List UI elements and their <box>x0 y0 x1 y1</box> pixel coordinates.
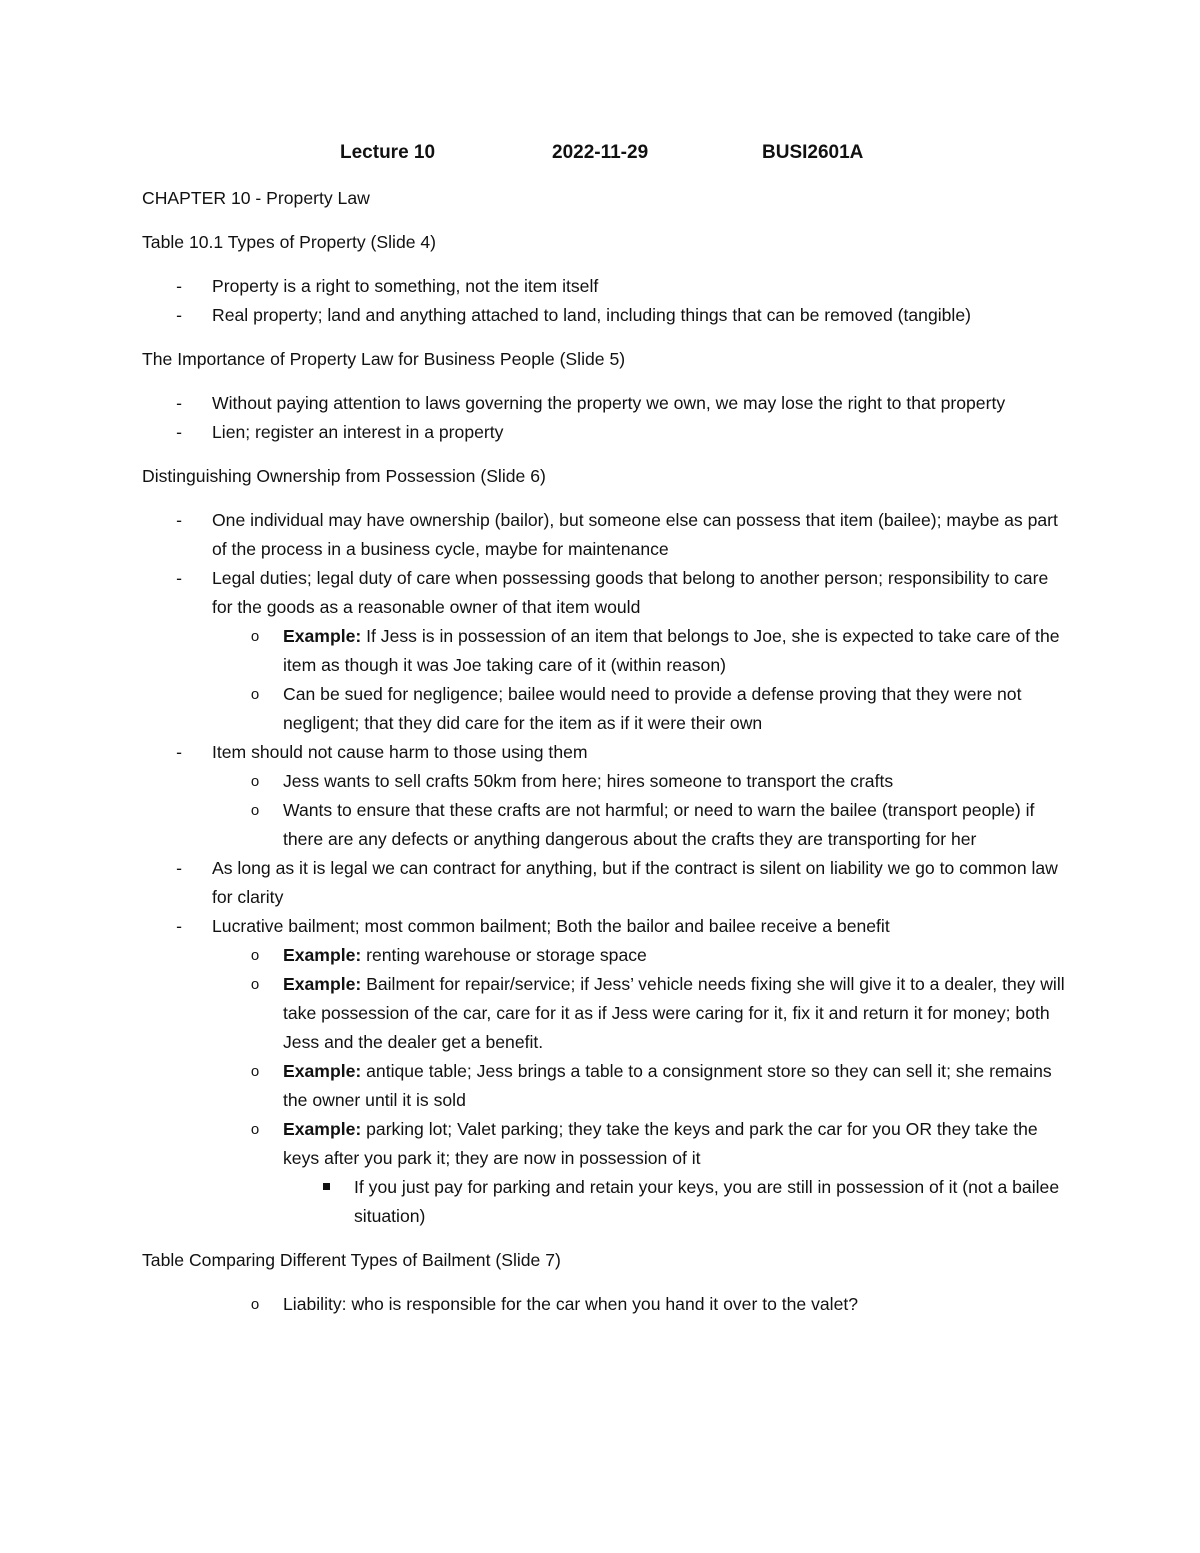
dash-marker: - <box>176 568 182 588</box>
circle-marker: o <box>250 1121 260 1138</box>
sub-list-item: o Example: antique table; Jess brings a table to a consignment store so they can sell it; she remains the owner until it is sold <box>142 1057 1072 1115</box>
document-header <box>0 142 1200 170</box>
section-heading-comparing: Table Comparing Different Types of Bailment (Slide 7) <box>142 1250 561 1270</box>
circle-marker: o <box>250 686 260 703</box>
sub-sub-list-item: If you just pay for parking and retain your keys, you are still in possession of it (not a bailee situation) <box>142 1173 1072 1231</box>
chapter-title: CHAPTER 10 - Property Law <box>142 188 370 208</box>
lecture-number: Lecture 10 <box>340 142 436 163</box>
sub-list-item: o Example: Bailment for repair/service; if Jess’ vehicle needs fixing she will give it to a dealer, they will take possession of the car, care for it as if Jess were caring for it, fix it and return it for money; both Jess and the dealer get a benefit. <box>142 970 1072 1057</box>
sub-list-item: o Liability: who is responsible for the car when you hand it over to the valet? <box>142 1290 1072 1319</box>
example-label: Example: <box>283 974 362 994</box>
sub-list-item: o Jess wants to sell crafts 50km from here; hires someone to transport the crafts <box>142 767 1072 796</box>
circle-marker: o <box>250 947 260 964</box>
sub-list-item: o Wants to ensure that these crafts are not harmful; or need to warn the bailee (transport people) if there are any defects or anything dangerous about the crafts they are transporting for her <box>142 796 1072 854</box>
list-item: - Legal duties; legal duty of care when possessing goods that belong to another person; responsibility to care for the goods as a reasonable owner of that item would <box>142 564 1072 622</box>
dash-marker: - <box>176 858 182 878</box>
circle-marker: o <box>250 628 260 645</box>
list-item: - One individual may have ownership (bailor), but someone else can possess that item (bailee); maybe as part of the process in a business cycle, maybe for maintenance <box>142 506 1072 564</box>
dash-marker: - <box>176 305 182 325</box>
section-heading-types: Table 10.1 Types of Property (Slide 4) <box>142 232 437 252</box>
ownership-list <box>142 506 1072 1231</box>
sub-list-item: o Example: parking lot; Valet parking; they take the keys and park the car for you OR they take the keys after you park it; they are now in possession of it <box>142 1115 1072 1173</box>
lecture-date: 2022-11-29 <box>552 142 649 163</box>
list-item: - Lien; register an interest in a property <box>142 418 1072 447</box>
square-bullet-icon <box>319 1173 333 1202</box>
dash-marker: - <box>176 742 182 762</box>
document-body <box>142 184 1072 1334</box>
example-label: Example: <box>283 945 362 965</box>
example-label: Example: <box>283 626 362 646</box>
comparing-list <box>142 1290 1072 1319</box>
circle-marker: o <box>250 1063 260 1080</box>
circle-marker: o <box>250 1296 260 1313</box>
dash-marker: - <box>176 393 182 413</box>
example-label: Example: <box>283 1119 362 1139</box>
list-item: - Item should not cause harm to those using them <box>142 738 1072 767</box>
dash-marker: - <box>176 916 182 936</box>
dash-marker: - <box>176 422 182 442</box>
importance-list <box>142 389 1072 447</box>
dash-marker: - <box>176 510 182 530</box>
section-heading-importance: The Importance of Property Law for Business People (Slide 5) <box>142 349 626 369</box>
list-item: - As long as it is legal we can contract for anything, but if the contract is silent on liability we go to common law for clarity <box>142 854 1072 912</box>
sub-list-item: o Example: renting warehouse or storage space <box>142 941 1072 970</box>
list-item: - Lucrative bailment; most common bailment; Both the bailor and bailee receive a benefit <box>142 912 1072 941</box>
circle-marker: o <box>250 802 260 819</box>
circle-marker: o <box>250 773 260 790</box>
dash-marker: - <box>176 276 182 296</box>
sub-list-item: o Example: If Jess is in possession of an item that belongs to Joe, she is expected to take care of the item as though it was Joe taking care of it (within reason) <box>142 622 1072 680</box>
section-heading-ownership: Distinguishing Ownership from Possession (Slide 6) <box>142 466 546 486</box>
list-item: - Property is a right to something, not the item itself <box>142 272 1072 301</box>
list-item: - Without paying attention to laws governing the property we own, we may lose the right to that property <box>142 389 1072 418</box>
types-list <box>142 272 1072 330</box>
list-item: - Real property; land and anything attached to land, including things that can be removed (tangible) <box>142 301 1072 330</box>
course-code: BUSI2601A <box>762 142 864 163</box>
sub-list-item: o Can be sued for negligence; bailee would need to provide a defense proving that they were not negligent; that they did care for the item as if it were their own <box>142 680 1072 738</box>
example-label: Example: <box>283 1061 362 1081</box>
circle-marker: o <box>250 976 260 993</box>
